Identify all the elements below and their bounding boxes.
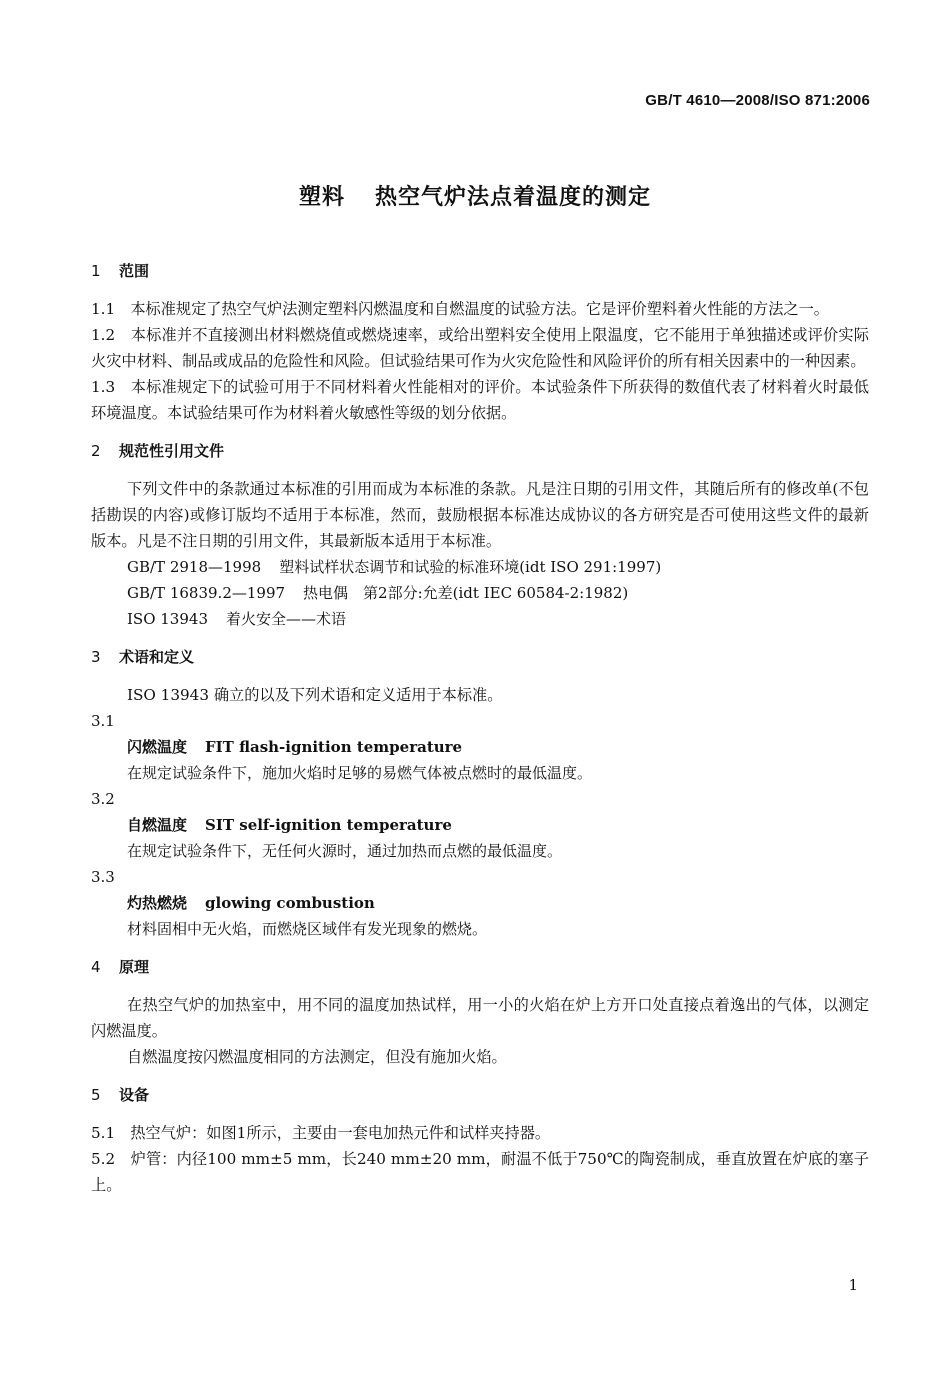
term-number: 3.3 [91,868,115,886]
title-part-1: 塑料 [298,185,345,210]
clause-1-2: 1.2 本标准并不直接测出材料燃烧值或燃烧速率，或给出塑料安全使用上限温度，它不能用于单独描述或评价实际火灾中材料、制品或成品的危险性和风险。但试验结果可作为火灾危险性和风险评价的所有相关因素中的一种因素。 [91,326,869,370]
term-entry: 灼热燃烧 glowing combustion [127,894,375,912]
section-4-heading: 4 原理 [91,958,150,976]
clause-1-3: 1.3 本标准规定下的试验可用于不同材料着火性能相对的评价。本试验条件下所获得的数值代表了材料着火时最低环境温度。本试验结果可作为材料着火敏感性等级的划分依据。 [91,378,869,422]
term-definition: 在规定试验条件下，施加火焰时足够的易燃气体被点燃时的最低温度。 [127,764,593,782]
document-body [91,258,869,1198]
page-number: 1 [848,1276,858,1294]
principle-paragraph-1: 在热空气炉的加热室中，用不同的温度加热试样，用一小的火焰在炉上方开口处直接点着逸出的气体，以测定闪燃温度。 [91,996,869,1040]
clause-1-1: 1.1 本标准规定了热空气炉法测定塑料闪燃温度和自燃温度的试验方法。它是评价塑料着火性能的方法之一。 [91,300,829,318]
standard-code-header: GB/T 4610—2008/ISO 871:2006 [645,92,870,109]
term-entry: 闪燃温度 FIT flash-ignition temperature [127,738,463,756]
clause-5-1: 5.1 热空气炉：如图1所示，主要由一套电加热元件和试样夹持器。 [91,1124,551,1142]
section-2-heading: 2 规范性引用文件 [91,442,225,460]
section-3-heading: 3 术语和定义 [91,648,195,666]
terms-intro: ISO 13943 确立的以及下列术语和定义适用于本标准。 [127,686,503,704]
document-title [0,180,950,211]
section-1-heading: 1 范围 [91,262,150,280]
reference-item: ISO 13943 着火安全——术语 [127,610,346,628]
reference-item: GB/T 2918—1998 塑料试样状态调节和试验的标准环境(idt ISO 291:1997) [127,558,662,576]
term-number: 3.1 [91,712,115,730]
normative-references-intro: 下列文件中的条款通过本标准的引用而成为本标准的条款。凡是注日期的引用文件，其随后所有的修改单(不包括勘误的内容)或修订版均不适用于本标准，然而，鼓励根据本标准达成协议的各方研究是否可使用这些文件的最新版本。凡是不注日期的引用文件，其最新版本适用于本标准。 [91,480,869,550]
section-5-heading: 5 设备 [91,1086,150,1104]
clause-5-2: 5.2 炉管：内径100 mm±5 mm，长240 mm±20 mm，耐温不低于750℃的陶瓷制成，垂直放置在炉底的塞子上。 [91,1150,869,1194]
term-definition: 在规定试验条件下，无任何火源时，通过加热而点燃的最低温度。 [127,842,563,860]
principle-paragraph-2: 自燃温度按闪燃温度相同的方法测定，但没有施加火焰。 [127,1048,507,1066]
term-entry: 自燃温度 SIT self-ignition temperature [127,816,452,834]
term-number: 3.2 [91,790,115,808]
reference-item: GB/T 16839.2—1997 热电偶 第2部分:允差(idt IEC 60584-2:1982) [127,584,629,602]
title-part-2: 热空气炉法点着温度的测定 [375,185,652,210]
term-definition: 材料固相中无火焰，而燃烧区域伴有发光现象的燃烧。 [127,920,488,938]
